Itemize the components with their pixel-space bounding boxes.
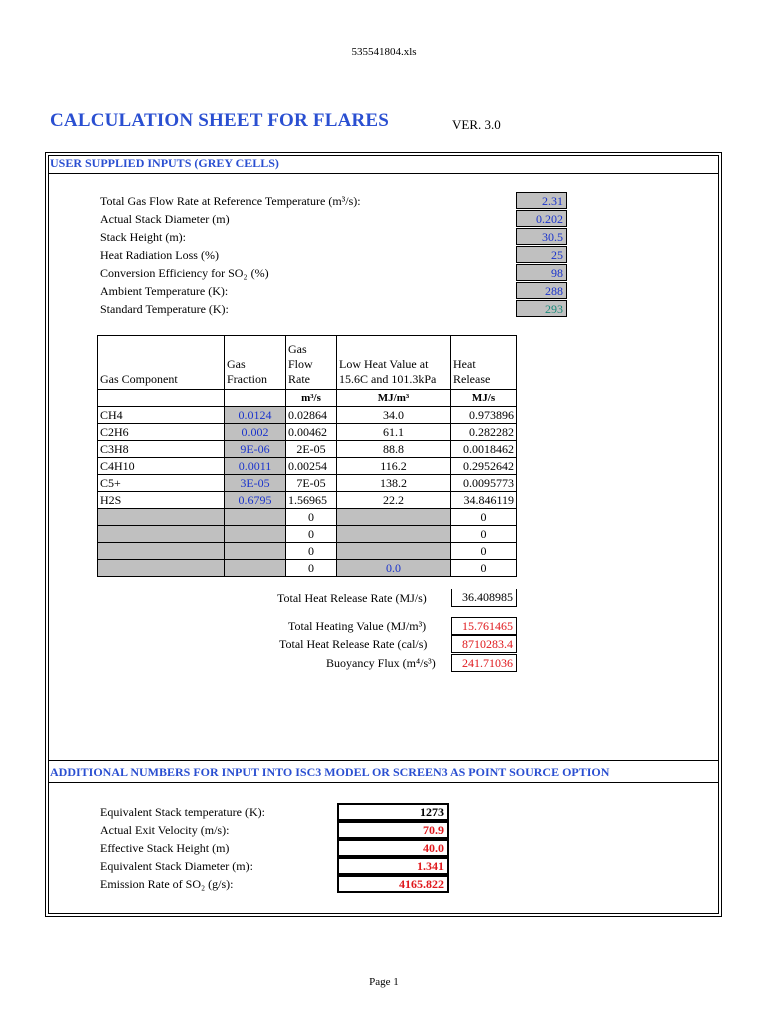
total-heat-release-cal: 8710283.4 — [451, 635, 517, 653]
cell-lhv: 34.0 — [337, 407, 451, 424]
cell-fraction-input[interactable] — [225, 543, 286, 560]
cell-lhv-input[interactable] — [337, 543, 451, 560]
cell-component: C2H6 — [98, 424, 225, 441]
cell-release: 0.282282 — [451, 424, 517, 441]
header-gas-flow-text: Gas Flow Rate — [288, 342, 313, 386]
unit-flow: m³/s — [286, 390, 337, 407]
units-blank-1 — [98, 390, 225, 407]
page-number: Page 1 — [369, 976, 399, 988]
input-label-conversion-eff: Conversion Efficiency for SO₂ (%) — [100, 266, 269, 280]
table-row — [98, 526, 517, 543]
cell-release: 0 — [451, 509, 517, 526]
header-heat-release — [451, 336, 517, 390]
additional-divider-bottom — [48, 782, 719, 783]
cell-component: C3H8 — [98, 441, 225, 458]
total-heat-release-label: Total Heat Release Rate (MJ/s) — [277, 591, 427, 605]
version-label: VER. 3.0 — [452, 117, 501, 132]
input-label-heat-radiation: Heat Radiation Loss (%) — [100, 248, 219, 262]
cell-fraction-input[interactable] — [225, 560, 286, 577]
equiv-stack-temp-label: Equivalent Stack temperature (K): — [100, 805, 265, 819]
unit-lhv: MJ/m³ — [337, 390, 451, 407]
cell-component: C5+ — [98, 475, 225, 492]
cell-fraction-input[interactable] — [225, 526, 286, 543]
cell-component: C4H10 — [98, 458, 225, 475]
cell-component: H2S — [98, 492, 225, 509]
file-name: 535541804.xls — [351, 46, 417, 58]
gas-component-table — [97, 335, 517, 577]
table-row — [98, 441, 517, 458]
total-heating-value-label: Total Heating Value (MJ/m³) — [288, 619, 427, 633]
cell-component-input[interactable] — [98, 509, 225, 526]
header-low-heat-value — [337, 336, 451, 390]
cell-component-input[interactable] — [98, 526, 225, 543]
cell-fraction-input[interactable]: 0.6795 — [225, 492, 286, 509]
input-label-gas-flow: Total Gas Flow Rate at Reference Temperature (m³/s): — [100, 194, 361, 208]
header-gas-fraction-text: Gas Fraction — [227, 357, 267, 386]
input-standard-temp[interactable]: 293 — [516, 300, 567, 317]
cell-lhv-input[interactable] — [337, 526, 451, 543]
table-row — [98, 458, 517, 475]
cell-flow: 2E-05 — [286, 441, 337, 458]
exit-velocity-value: 70.9 — [337, 821, 449, 839]
cell-lhv: 116.2 — [337, 458, 451, 475]
input-label-ambient-temp: Ambient Temperature (K): — [100, 284, 229, 298]
cell-flow: 0.00254 — [286, 458, 337, 475]
cell-release: 0.973896 — [451, 407, 517, 424]
cell-flow: 0 — [286, 560, 337, 577]
table-row — [98, 475, 517, 492]
cell-fraction-input[interactable]: 0.002 — [225, 424, 286, 441]
cell-lhv: 88.8 — [337, 441, 451, 458]
table-header-row — [98, 336, 517, 390]
unit-release: MJ/s — [451, 390, 517, 407]
cell-fraction-input[interactable] — [225, 509, 286, 526]
header-gas-component: Gas Component — [98, 336, 225, 390]
cell-release: 0 — [451, 560, 517, 577]
table-row — [98, 407, 517, 424]
header-gas-flow — [286, 336, 337, 390]
cell-release: 34.846119 — [451, 492, 517, 509]
total-heat-release-value: 36.408985 — [451, 589, 517, 607]
total-heat-release-cal-label: Total Heat Release Rate (cal/s) — [279, 637, 428, 651]
cell-flow: 0 — [286, 543, 337, 560]
sheet-title: CALCULATION SHEET FOR FLARES — [50, 110, 390, 131]
cell-lhv-input[interactable] — [337, 509, 451, 526]
input-stack-diameter[interactable]: 0.202 — [516, 210, 567, 227]
header-gas-fraction — [225, 336, 286, 390]
effective-stack-height-label: Effective Stack Height (m) — [100, 841, 230, 855]
buoyancy-flux: 241.71036 — [451, 654, 517, 672]
table-units-row — [98, 390, 517, 407]
cell-flow: 0 — [286, 526, 337, 543]
cell-flow: 0 — [286, 509, 337, 526]
equiv-stack-temp-value: 1273 — [337, 803, 449, 821]
cell-flow: 0.00462 — [286, 424, 337, 441]
cell-lhv: 138.2 — [337, 475, 451, 492]
emission-rate-label: Emission Rate of SO₂ (g/s): — [100, 877, 234, 891]
cell-fraction-input[interactable]: 0.0124 — [225, 407, 286, 424]
cell-fraction-input[interactable]: 9E-06 — [225, 441, 286, 458]
emission-rate-value: 4165.822 — [337, 875, 449, 893]
header-low-heat-value-text: Low Heat Value at 15.6C and 101.3kPa — [339, 357, 437, 386]
table-row — [98, 543, 517, 560]
total-heating-value: 15.761465 — [451, 617, 517, 635]
additional-heading: ADDITIONAL NUMBERS FOR INPUT INTO ISC3 MODEL OR SCREEN3 AS POINT SOURCE OPTION — [50, 765, 610, 779]
units-blank-2 — [225, 390, 286, 407]
table-row — [98, 492, 517, 509]
cell-release: 0 — [451, 526, 517, 543]
table-row — [98, 509, 517, 526]
cell-component-input[interactable] — [98, 543, 225, 560]
cell-release: 0.2952642 — [451, 458, 517, 475]
equiv-stack-diameter-label: Equivalent Stack Diameter (m): — [100, 859, 253, 873]
inputs-list — [100, 192, 361, 318]
cell-lhv: 61.1 — [337, 424, 451, 441]
exit-velocity-label: Actual Exit Velocity (m/s): — [100, 823, 230, 837]
cell-lhv: 22.2 — [337, 492, 451, 509]
input-label-stack-height: Stack Height (m): — [100, 230, 186, 244]
additional-list — [100, 803, 265, 893]
cell-flow: 7E-05 — [286, 475, 337, 492]
header-heat-release-text: Heat Release — [453, 357, 491, 386]
cell-component-input[interactable] — [98, 560, 225, 577]
cell-flow: 1.56965 — [286, 492, 337, 509]
cell-fraction-input[interactable]: 0.0011 — [225, 458, 286, 475]
cell-release: 0.0095773 — [451, 475, 517, 492]
cell-fraction-input[interactable]: 3E-05 — [225, 475, 286, 492]
input-stack-height[interactable]: 30.5 — [516, 228, 567, 245]
equiv-stack-diameter-value: 1.341 — [337, 857, 449, 875]
inputs-heading: USER SUPPLIED INPUTS (GREY CELLS) — [50, 156, 279, 170]
effective-stack-height-value: 40.0 — [337, 839, 449, 857]
input-conversion-eff[interactable]: 98 — [516, 264, 567, 281]
input-gas-flow[interactable]: 2.31 — [516, 192, 567, 209]
input-ambient-temp[interactable]: 288 — [516, 282, 567, 299]
input-heat-radiation[interactable]: 25 — [516, 246, 567, 263]
cell-release: 0 — [451, 543, 517, 560]
inputs-heading-divider — [48, 173, 719, 174]
cell-release: 0.0018462 — [451, 441, 517, 458]
additional-divider-top — [48, 760, 719, 761]
table-row — [98, 560, 517, 577]
cell-flow: 0.02864 — [286, 407, 337, 424]
cell-lhv-input[interactable]: 0.0 — [337, 560, 451, 577]
input-label-stack-diameter: Actual Stack Diameter (m) — [100, 212, 230, 226]
input-label-standard-temp: Standard Temperature (K): — [100, 302, 229, 316]
cell-component: CH4 — [98, 407, 225, 424]
buoyancy-flux-label: Buoyancy Flux (m⁴/s³) — [326, 656, 436, 670]
table-row — [98, 424, 517, 441]
